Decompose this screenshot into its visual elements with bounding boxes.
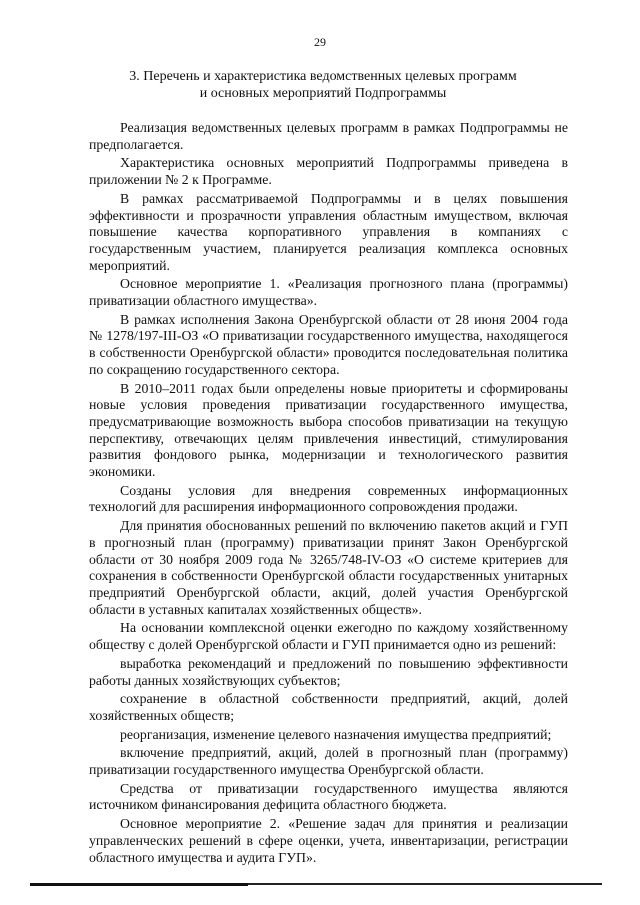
- paragraph: Характеристика основных мероприятий Подпрограммы приведена в приложении № 2 к Программе.: [89, 155, 568, 188]
- paragraph: Основное мероприятие 2. «Решение задач для принятия и реализации управленческих решений в сфере оценки, учета, инвентаризации, регистрации областного имущества и аудита ГУП».: [89, 816, 568, 865]
- paragraph: Средства от приватизации государственного имущества являются источником финансирования дефицита областного бюджета.: [89, 780, 568, 813]
- paragraph: В рамках исполнения Закона Оренбургской области от 28 июня 2004 года № 1278/197-III-ОЗ «О приватизации государственного имущества, находящегося в собственности Оренбургской области» проводится последовательная политика по сокращению государственного сектора.: [89, 311, 568, 377]
- heading-line-1: 3. Перечень и характеристика ведомственных целевых программ: [129, 69, 517, 84]
- scan-edge-line: [30, 883, 248, 886]
- paragraph: Созданы условия для внедрения современных информационных технологий для расширения информационного сопровождения продажи.: [89, 482, 568, 515]
- paragraph: Для принятия обоснованных решений по включению пакетов акций и ГУП в прогнозный план (программу) приватизации принят Закон Оренбургской области от 30 ноября 2009 года № 3265/748-IV-ОЗ «О системе критериев для сохранения в собственности Оренбургской области государственных унитарных предприятий Оренбургской области, акций, долей участия Оренбургской области в уставных капиталах хозяйственных обществ».: [89, 518, 568, 617]
- paragraph: В 2010–2011 годах были определены новые приоритеты и сформированы новые условия проведения приватизации государственного имущества, предусматривающие возможность выбора способов приватизации на текущую перспективу, отвечающих целям привлечения инвестиций, стимулирования развития фондового рынка, модернизации и технологического развития экономики.: [89, 380, 568, 480]
- scan-edge-line: [248, 883, 602, 885]
- paragraph: Реализация ведомственных целевых программ в рамках Подпрограммы не предполагается.: [89, 120, 568, 152]
- list-item: сохранение в областной собственности предприятий, акций, долей хозяйственных обществ;: [89, 691, 568, 723]
- paragraph: На основании комплексной оценки ежегодно по каждому хозяйственному обществу с долей Оренбургской области и ГУП принимается одно из решений:: [89, 620, 568, 653]
- paragraph: Основное мероприятие 1. «Реализация прогнозного плана (программы) приватизации областного имущества».: [89, 276, 568, 309]
- paragraph: В рамках рассматриваемой Подпрограммы и в целях повышения эффективности и прозрачности управления областным имуществом, включая повышение качества корпоративного управления в компаниях с государственным участием, планируется реализация комплекса основных мероприятий.: [89, 190, 568, 273]
- document-body: [89, 120, 568, 868]
- list-item: реорганизация, изменение целевого назначения имущества предприятий;: [120, 726, 552, 742]
- list-item: выработка рекомендаций и предложений по повышению эффективности работы данных хозяйствующих субъектов;: [89, 655, 568, 688]
- page-number: 29: [314, 35, 326, 49]
- list-item: включение предприятий, акций, долей в прогнозный план (программу) приватизации государственного имущества Оренбургской области.: [89, 745, 568, 778]
- heading-line-2: и основных мероприятий Подпрограммы: [199, 85, 447, 101]
- section-heading: [88, 69, 558, 102]
